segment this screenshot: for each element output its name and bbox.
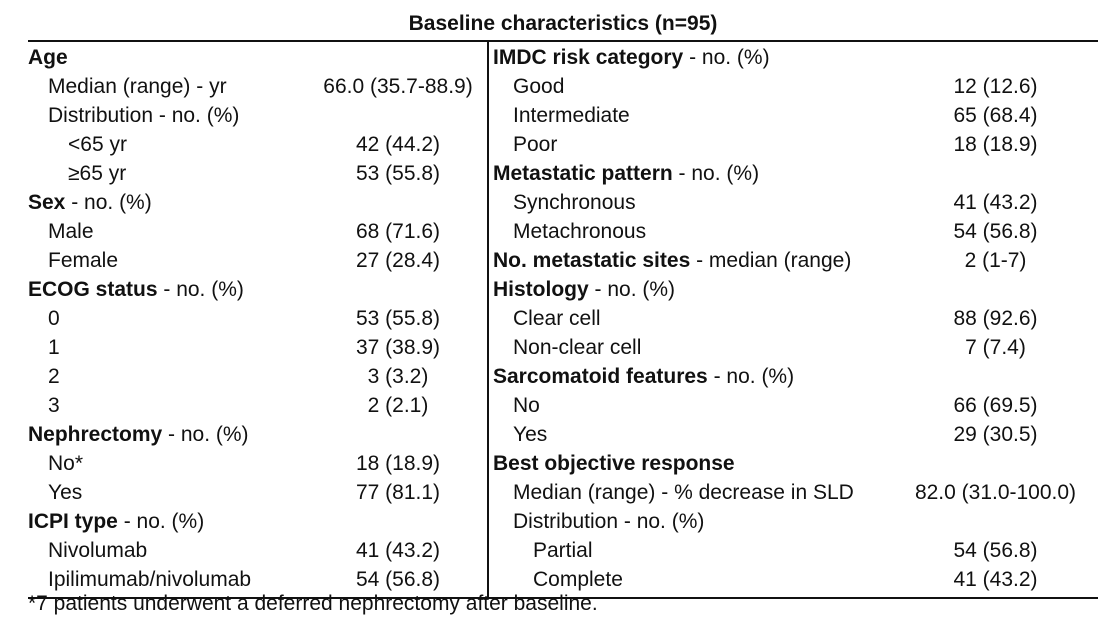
row-label bbox=[28, 449, 313, 478]
row-label-text: 0 bbox=[48, 307, 60, 330]
row-label bbox=[493, 159, 893, 188]
table-row bbox=[493, 362, 1098, 391]
row-label bbox=[493, 304, 893, 333]
row-label bbox=[493, 507, 893, 536]
row-value bbox=[893, 43, 1098, 72]
row-label-text: <65 yr bbox=[68, 133, 127, 156]
row-label-text: Ipilimumab/nivolumab bbox=[48, 568, 252, 591]
row-heading: Nephrectomy bbox=[28, 423, 163, 446]
row-heading: ICPI type bbox=[28, 510, 118, 533]
table-row bbox=[493, 536, 1098, 565]
row-label bbox=[493, 217, 893, 246]
table-title: Baseline characteristics (n=95) bbox=[408, 12, 718, 35]
row-label-text: Poor bbox=[513, 133, 558, 156]
table-row bbox=[28, 507, 483, 536]
row-heading: ECOG status bbox=[28, 278, 158, 301]
table-row bbox=[28, 275, 483, 304]
row-value: 68 (71.6) bbox=[355, 220, 441, 243]
table-row bbox=[28, 304, 483, 333]
table-row bbox=[493, 246, 1098, 275]
row-value: 77 (81.1) bbox=[355, 481, 441, 504]
row-label bbox=[28, 478, 313, 507]
table-row bbox=[28, 188, 483, 217]
row-value bbox=[893, 362, 1098, 391]
row-label bbox=[493, 449, 893, 478]
row-value bbox=[893, 159, 1098, 188]
table-row bbox=[28, 333, 483, 362]
table-row bbox=[28, 217, 483, 246]
table-row bbox=[28, 159, 483, 188]
row-value bbox=[893, 449, 1098, 478]
row-label-text: Partial bbox=[533, 539, 593, 562]
row-label bbox=[28, 217, 313, 246]
row-label-text: - no. (%) bbox=[117, 510, 205, 533]
table-row bbox=[493, 72, 1098, 101]
table-row bbox=[28, 130, 483, 159]
table-row bbox=[493, 43, 1098, 72]
baseline-table bbox=[28, 40, 1098, 599]
row-value bbox=[313, 188, 483, 217]
row-label-text: Complete bbox=[533, 568, 623, 591]
row-label bbox=[28, 72, 313, 101]
row-value: 2 (2.1) bbox=[367, 394, 429, 417]
row-value bbox=[313, 101, 483, 130]
table-row bbox=[493, 275, 1098, 304]
row-label bbox=[28, 101, 313, 130]
row-label-text: Intermediate bbox=[513, 104, 630, 127]
row-heading: Sex bbox=[28, 191, 66, 214]
row-label bbox=[493, 275, 893, 304]
row-heading: Age bbox=[28, 46, 68, 69]
row-label-text: 2 bbox=[48, 365, 60, 388]
row-heading: Histology bbox=[493, 278, 589, 301]
row-value: 2 (1-7) bbox=[964, 249, 1027, 272]
row-label-text: - no. (%) bbox=[707, 365, 795, 388]
table-row bbox=[28, 246, 483, 275]
table-row bbox=[28, 420, 483, 449]
table-row bbox=[28, 43, 483, 72]
row-label bbox=[28, 333, 313, 362]
row-label-text: - no. (%) bbox=[588, 278, 676, 301]
row-heading: No. metastatic sites bbox=[493, 249, 691, 272]
table-row bbox=[28, 391, 483, 420]
row-label bbox=[493, 420, 893, 449]
row-value bbox=[893, 507, 1098, 536]
row-label-text: ≥65 yr bbox=[68, 162, 127, 185]
row-label bbox=[493, 362, 893, 391]
row-value: 18 (18.9) bbox=[953, 133, 1038, 156]
row-label bbox=[28, 246, 313, 275]
row-value: 41 (43.2) bbox=[355, 539, 441, 562]
table-row bbox=[493, 217, 1098, 246]
row-heading: Metastatic pattern bbox=[493, 162, 673, 185]
row-label bbox=[493, 130, 893, 159]
row-value: 88 (92.6) bbox=[953, 307, 1038, 330]
table-right-column bbox=[487, 42, 1098, 597]
table-row bbox=[493, 101, 1098, 130]
row-label bbox=[28, 159, 313, 188]
table-row bbox=[28, 362, 483, 391]
row-value bbox=[313, 43, 483, 72]
row-label bbox=[28, 536, 313, 565]
row-label-text: Good bbox=[513, 75, 565, 98]
row-label-text: Nivolumab bbox=[48, 539, 148, 562]
row-label bbox=[28, 362, 313, 391]
row-label-text: Metachronous bbox=[513, 220, 647, 243]
row-label-text: Median (range) - yr bbox=[48, 75, 227, 98]
row-value: 54 (56.8) bbox=[355, 568, 441, 591]
row-label bbox=[493, 101, 893, 130]
row-label-text: Male bbox=[48, 220, 94, 243]
row-value bbox=[313, 275, 483, 304]
row-label bbox=[493, 333, 893, 362]
row-label-text: - no. (%) bbox=[672, 162, 760, 185]
row-label bbox=[493, 478, 893, 507]
row-label-text: Non-clear cell bbox=[513, 336, 642, 359]
row-value: 29 (30.5) bbox=[953, 423, 1038, 446]
table-row bbox=[28, 478, 483, 507]
row-label bbox=[28, 391, 313, 420]
row-label bbox=[28, 130, 313, 159]
row-label bbox=[28, 188, 313, 217]
table-row bbox=[493, 130, 1098, 159]
row-label bbox=[493, 246, 893, 275]
row-value: 42 (44.2) bbox=[355, 133, 441, 156]
row-value: 12 (12.6) bbox=[953, 75, 1038, 98]
row-label bbox=[493, 43, 893, 72]
row-value: 53 (55.8) bbox=[355, 162, 441, 185]
row-heading: IMDC risk category bbox=[493, 46, 684, 69]
row-value: 27 (28.4) bbox=[355, 249, 441, 272]
row-label-text: Yes bbox=[513, 423, 548, 446]
table-row bbox=[28, 536, 483, 565]
row-label bbox=[28, 304, 313, 333]
table-row bbox=[493, 333, 1098, 362]
row-label bbox=[28, 507, 313, 536]
row-label-text: - no. (%) bbox=[157, 278, 244, 301]
table-row bbox=[493, 159, 1098, 188]
row-value: 3 (3.2) bbox=[367, 365, 429, 388]
row-label-text: 3 bbox=[48, 394, 60, 417]
row-label-text: Yes bbox=[48, 481, 83, 504]
row-label-text: Clear cell bbox=[513, 307, 601, 330]
row-value: 54 (56.8) bbox=[953, 539, 1038, 562]
row-label bbox=[28, 275, 313, 304]
row-label bbox=[28, 43, 313, 72]
row-label-text: - no. (%) bbox=[683, 46, 770, 69]
table-row bbox=[493, 304, 1098, 333]
row-value: 37 (38.9) bbox=[355, 336, 441, 359]
table-row bbox=[493, 188, 1098, 217]
row-label-text: No* bbox=[48, 452, 84, 475]
row-label bbox=[28, 420, 313, 449]
row-heading: Sarcomatoid features bbox=[493, 365, 708, 388]
row-label bbox=[493, 391, 893, 420]
row-heading: Best objective response bbox=[493, 452, 735, 475]
table-row bbox=[493, 507, 1098, 536]
row-label bbox=[493, 188, 893, 217]
table-row bbox=[493, 391, 1098, 420]
row-label-text: - median (range) bbox=[690, 249, 852, 272]
row-value bbox=[893, 275, 1098, 304]
row-label-text: Female bbox=[48, 249, 119, 272]
table-left-column bbox=[28, 42, 487, 597]
row-label-text: Synchronous bbox=[513, 191, 636, 214]
row-label-text: Distribution - no. (%) bbox=[513, 510, 705, 533]
row-value: 18 (18.9) bbox=[355, 452, 441, 475]
row-label-text: Distribution - no. (%) bbox=[48, 104, 240, 127]
row-label-text: - no. (%) bbox=[65, 191, 152, 214]
row-label-text: No bbox=[513, 394, 540, 417]
row-label-text: Median (range) - % decrease in SLD bbox=[513, 481, 854, 504]
row-value: 7 (7.4) bbox=[965, 336, 1026, 359]
row-value: 65 (68.4) bbox=[953, 104, 1038, 127]
row-value: 41 (43.2) bbox=[953, 191, 1038, 214]
row-label-text: - no. (%) bbox=[162, 423, 249, 446]
table-row bbox=[28, 72, 483, 101]
row-value bbox=[313, 420, 483, 449]
table-footnote: *7 patients underwent a deferred nephrectomy after baseline. bbox=[28, 592, 598, 615]
row-value: 53 (55.8) bbox=[355, 307, 441, 330]
table-row bbox=[28, 101, 483, 130]
table-row bbox=[28, 449, 483, 478]
row-value: 66.0 (35.7-88.9) bbox=[323, 75, 473, 98]
row-value bbox=[313, 507, 483, 536]
table-row bbox=[493, 449, 1098, 478]
row-label-text: 1 bbox=[48, 336, 60, 359]
row-value: 66 (69.5) bbox=[953, 394, 1038, 417]
table-row bbox=[493, 478, 1098, 507]
row-label bbox=[493, 72, 893, 101]
table-row bbox=[493, 420, 1098, 449]
row-value: 54 (56.8) bbox=[953, 220, 1038, 243]
row-value: 41 (43.2) bbox=[953, 568, 1038, 591]
row-label bbox=[493, 536, 893, 565]
row-value: 82.0 (31.0-100.0) bbox=[914, 481, 1077, 504]
